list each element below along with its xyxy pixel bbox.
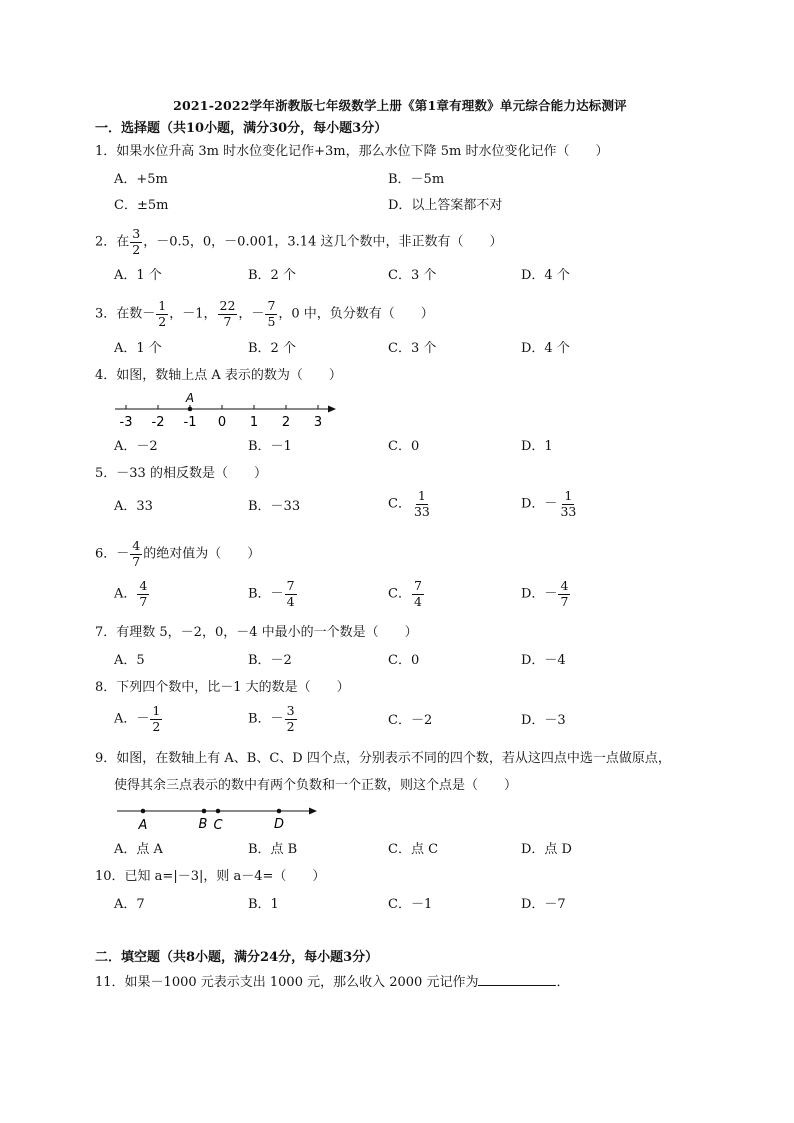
question-7: 7．有理数 5，－2，0，－4 中最小的一个数是（ ） — [95, 625, 418, 640]
question-4: 4．如图，数轴上点 A 表示的数为（ ） — [95, 368, 342, 383]
q6-frac-num: 4 — [132, 538, 141, 553]
q7-option-a[interactable]: A．5 — [114, 653, 145, 668]
q3-mid-1: ，－1， — [169, 306, 217, 322]
q5-option-c[interactable] — [388, 490, 433, 518]
q2-option-a[interactable]: A．1 个 — [114, 268, 162, 283]
q2-prefix: 2．在 — [95, 234, 130, 250]
question-9-line-1: 9．如图，在数轴上有 A、B、C、D 四个点，分别表示不同的四个数，若从这四点中选一点做原点， — [95, 751, 671, 766]
q1-option-d[interactable]: D．以上答案都不对 — [388, 198, 503, 213]
question-1: 1．如果水位升高 3m 时水位变化记作+3m，那么水位下降 5m 时水位变化记作（ ） — [95, 144, 609, 159]
question-3 — [95, 300, 434, 328]
q5-d-num: 1 — [564, 488, 573, 503]
q6-b-prefix: B．－ — [248, 586, 284, 602]
q9-label-d: D — [273, 817, 285, 832]
q10-option-b[interactable]: B．1 — [248, 897, 279, 912]
q8-b-num: 3 — [286, 703, 295, 718]
q11-end: ． — [556, 975, 570, 990]
q6-b-num: 7 — [286, 578, 295, 593]
q6-prefix: 6．－ — [95, 546, 130, 562]
q2-option-d[interactable]: D．4 个 — [521, 268, 570, 283]
q2-frac-den: 2 — [132, 241, 141, 257]
q7-option-b[interactable]: B．－2 — [248, 653, 292, 668]
q6-c-prefix: C． — [388, 586, 411, 602]
section-fill-heading: 二．填空题（共8小题，满分24分，每小题3分） — [95, 950, 379, 965]
q1-option-c[interactable]: C．±5m — [114, 198, 169, 213]
question-9-line-2: 使得其余三点表示的数中有两个负数和一个正数，则这个点是（ ） — [114, 778, 518, 793]
q9-point-d — [277, 809, 282, 814]
q9-point-c — [216, 809, 221, 814]
q3-mid-2: ，－ — [238, 306, 265, 322]
q4-tick-label: -2 — [151, 415, 165, 430]
q6-d-fraction — [558, 580, 570, 608]
q6-option-a[interactable] — [114, 580, 150, 608]
q5-c-prefix: C． — [388, 496, 411, 512]
q11-answer-blank[interactable] — [478, 973, 556, 986]
q6-fraction — [130, 540, 142, 568]
q9-point-b — [202, 809, 207, 814]
q3-f3-num: 7 — [267, 298, 276, 313]
q9-label-b: B — [198, 817, 208, 832]
question-5: 5．－33 的相反数是（ ） — [95, 466, 267, 481]
q10-option-c[interactable]: C．－1 — [388, 897, 433, 912]
q5-d-fraction — [558, 490, 578, 518]
q3-option-d[interactable]: D．4 个 — [521, 341, 570, 356]
q3-fraction-1 — [156, 300, 168, 328]
q6-a-fraction — [137, 580, 149, 608]
q3-fraction-3 — [265, 300, 277, 328]
q6-c-den: 4 — [413, 593, 422, 609]
q8-b-den: 2 — [286, 718, 295, 734]
q9-label-c: C — [213, 818, 223, 833]
q4-option-b[interactable]: B．－1 — [248, 439, 292, 454]
q3-prefix: 3．在数－ — [95, 306, 156, 322]
q3-option-c[interactable]: C．3 个 — [388, 341, 437, 356]
q3-option-a[interactable]: A．1 个 — [114, 341, 162, 356]
section-choice-heading: 一．选择题（共10小题，满分30分，每小题3分） — [95, 121, 388, 136]
page-title: 2021-2022学年浙教版七年级数学上册《第1章有理数》单元综合能力达标测评 — [173, 98, 627, 113]
q9-option-a[interactable]: A．点 A — [114, 842, 163, 857]
q9-option-b[interactable]: B．点 B — [248, 842, 298, 857]
q2-fraction — [130, 228, 142, 256]
q8-a-fraction — [150, 705, 162, 733]
q5-c-den: 33 — [413, 503, 430, 519]
q2-suffix: ，－0.5，0，－0.001，3.14 这几个数中，非正数有（ ） — [143, 234, 503, 250]
q8-option-d[interactable]: D．－3 — [521, 713, 566, 728]
q6-d-num: 4 — [560, 578, 569, 593]
q5-d-den: 33 — [560, 503, 577, 519]
q3-f3-den: 5 — [267, 313, 276, 329]
q8-a-den: 2 — [152, 718, 161, 734]
question-10: 10．已知 a=|－3|，则 a－4=（ ） — [95, 869, 326, 884]
q2-frac-num: 3 — [132, 226, 141, 241]
q3-option-b[interactable]: B．2 个 — [248, 341, 296, 356]
q9-axis-arrow — [309, 808, 317, 815]
q7-option-c[interactable]: C．0 — [388, 653, 420, 668]
q3-f1-num: 1 — [158, 298, 167, 313]
q4-option-c[interactable]: C．0 — [388, 439, 420, 454]
q6-option-c[interactable] — [388, 580, 425, 608]
q6-frac-den: 7 — [132, 553, 141, 569]
q5-option-b[interactable]: B．－33 — [248, 499, 301, 514]
q8-a-prefix: A．－ — [114, 711, 150, 727]
question-6 — [95, 540, 260, 568]
q5-c-num: 1 — [417, 488, 426, 503]
q4-option-d[interactable]: D．1 — [521, 439, 553, 454]
q1-option-b[interactable]: B．－5m — [388, 172, 445, 187]
question-8: 8．下列四个数中，比－1 大的数是（ ） — [95, 680, 350, 695]
q5-c-fraction — [412, 490, 432, 518]
q8-b-fraction — [285, 705, 297, 733]
q9-option-d[interactable]: D．点 D — [521, 842, 572, 857]
q6-option-b[interactable] — [248, 580, 298, 608]
q5-option-a[interactable]: A．33 — [114, 499, 153, 514]
question-2 — [95, 228, 502, 256]
q9-point-a — [141, 809, 146, 814]
q2-option-b[interactable]: B．2 个 — [248, 268, 296, 283]
q6-b-den: 4 — [286, 593, 295, 609]
question-11 — [95, 973, 569, 992]
q5-option-d[interactable] — [521, 490, 579, 518]
q4-axis-arrow — [328, 406, 336, 413]
q8-b-prefix: B．－ — [248, 711, 284, 727]
q4-option-a[interactable]: A．－2 — [114, 439, 158, 454]
q10-option-a[interactable]: A．7 — [114, 897, 145, 912]
q4-number-line — [110, 388, 345, 432]
q5-d-prefix: D．－ — [521, 496, 558, 512]
q7-option-d[interactable]: D．－4 — [521, 653, 566, 668]
q6-d-den: 7 — [560, 593, 569, 609]
q8-a-num: 1 — [152, 703, 161, 718]
q4-tick-label: -3 — [119, 415, 133, 430]
q4-tick-label: 0 — [217, 415, 227, 430]
q6-suffix: 的绝对值为（ ） — [143, 546, 261, 562]
q4-tick-label: 2 — [281, 415, 291, 430]
q8-option-c[interactable]: C．－2 — [388, 713, 433, 728]
q6-a-den: 7 — [139, 593, 148, 609]
q6-option-d[interactable] — [521, 580, 571, 608]
q11-text: 11．如果－1000 元表示支出 1000 元，那么收入 2000 元记作为 — [95, 975, 479, 990]
q3-suffix: ，0 中，负分数有（ ） — [278, 306, 434, 322]
q4-tick-label: 1 — [249, 415, 259, 430]
q2-option-c[interactable]: C．3 个 — [388, 268, 437, 283]
q1-option-a[interactable]: A．+5m — [114, 172, 168, 187]
q3-f2-den: 7 — [223, 313, 232, 329]
q4-tick-label: 3 — [313, 415, 323, 430]
q6-c-num: 7 — [413, 578, 422, 593]
q9-option-c[interactable]: C．点 C — [388, 842, 439, 857]
q6-a-prefix: A． — [114, 586, 137, 602]
q6-d-prefix: D．－ — [521, 586, 558, 602]
q6-a-num: 4 — [139, 578, 148, 593]
q4-tick-label: -1 — [183, 415, 197, 430]
q4-point-a — [188, 407, 193, 412]
q9-number-line — [114, 800, 324, 836]
q8-option-b[interactable] — [248, 705, 298, 733]
q4-point-label: A — [185, 391, 195, 405]
q6-c-fraction — [412, 580, 424, 608]
q8-option-a[interactable] — [114, 705, 163, 733]
q6-b-fraction — [285, 580, 297, 608]
q3-fraction-2 — [218, 300, 238, 328]
q3-f1-den: 2 — [158, 313, 167, 329]
q3-f2-num: 22 — [219, 298, 236, 313]
q10-option-d[interactable]: D．－7 — [521, 897, 566, 912]
q9-label-a: A — [138, 818, 148, 833]
